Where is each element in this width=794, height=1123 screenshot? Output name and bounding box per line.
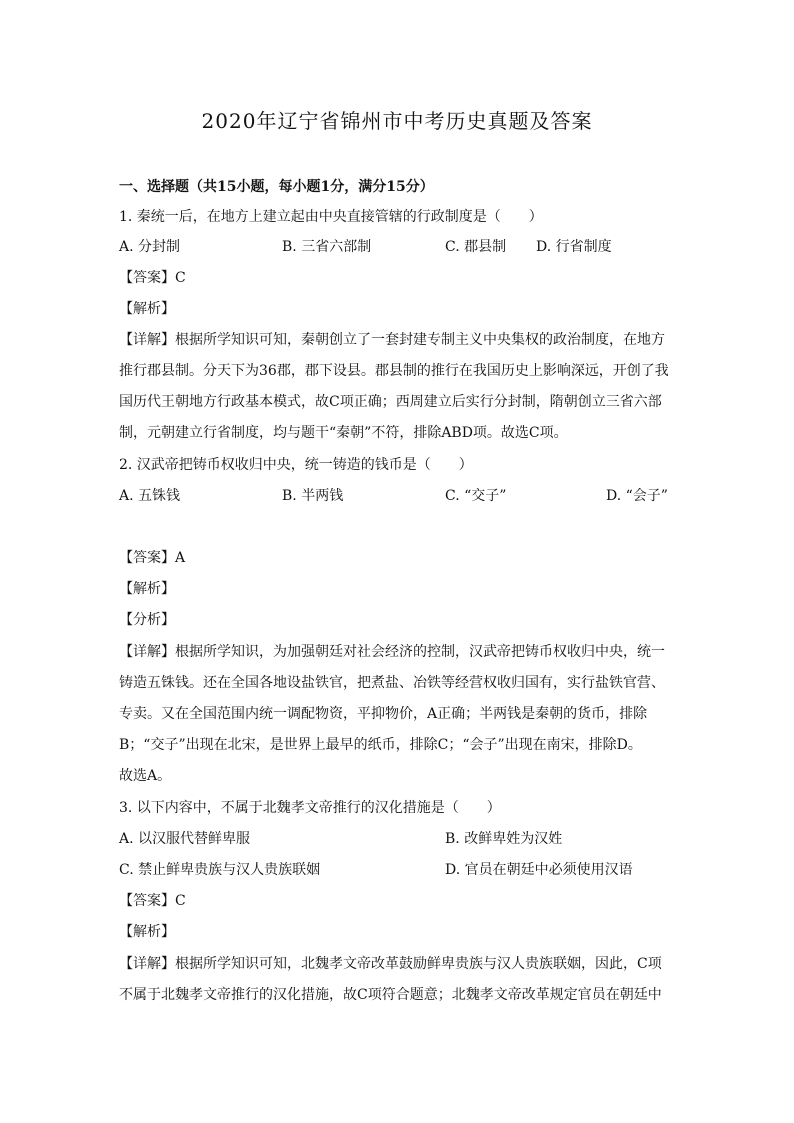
section-heading: 一、选择题（共15小题，每小题1分，满分15分） (119, 179, 434, 195)
q2-option-c: C. “交子” (445, 488, 507, 504)
page-title: 2020年辽宁省锦州市中考历史真题及答案 (201, 109, 593, 133)
q3-option-d: D. 官员在朝廷中必须使用汉语 (445, 862, 633, 878)
q1-option-a: A. 分封制 (119, 239, 181, 255)
q2-option-b: B. 半两钱 (282, 488, 344, 504)
q1-detail-line: 【详解】根据所学知识可知，秦朝创立了一套封建专制主义中央集权的政治制度，在地方 (119, 332, 665, 348)
q2-detail-line: B；“交子”出现在北宋，是世界上最早的纸币，排除C；“会子”出现在南宋，排除D。 (119, 737, 642, 753)
question-2-stem: 2. 汉武帝把铸币权收归中央，统一铸造的钱币是（ ） (119, 457, 473, 473)
q1-option-c: C. 郡县制 (445, 239, 507, 255)
q1-detail-line: 推行郡县制。分天下为36郡，郡下设县。郡县制的推行在我国历史上影响深远，开创了我 (119, 363, 669, 379)
q3-option-b: B. 改鲜卑姓为汉姓 (445, 831, 563, 847)
question-1-stem: 1. 秦统一后，在地方上建立起由中央直接管辖的行政制度是（ ） (119, 209, 543, 225)
q1-option-b: B. 三省六部制 (282, 239, 372, 255)
q2-detail-line: 故选A。 (119, 768, 172, 784)
q1-analysis-label: 【解析】 (119, 301, 175, 317)
q2-detail-line: 铸造五铢钱。还在全国各地设盐铁官，把煮盐、冶铁等经营权收归国有，实行盐铁官营、 (119, 675, 665, 691)
q2-answer: 【答案】A (119, 550, 186, 566)
q2-analysis-label: 【解析】 (119, 581, 175, 597)
q3-detail-line: 不属于北魏孝文帝推行的汉化措施，故C项符合题意；北魏孝文帝改革规定官员在朝廷中 (119, 987, 662, 1003)
q2-detail-line: 【详解】根据所学知识，为加强朝廷对社会经济的控制，汉武帝把铸币权收归中央，统一 (119, 644, 665, 660)
question-3-stem: 3. 以下内容中，不属于北魏孝文帝推行的汉化措施是（ ） (119, 800, 501, 816)
q2-option-d: D. “会子” (606, 488, 668, 504)
q1-answer: 【答案】C (119, 270, 186, 286)
q1-option-d: D. 行省制度 (536, 239, 612, 255)
q3-analysis-label: 【解析】 (119, 924, 175, 940)
q3-detail-line: 【详解】根据所学知识可知，北魏孝文帝改革鼓励鲜卑贵族与汉人贵族联姻，因此，C项 (119, 956, 662, 972)
q1-detail-line: 制，元朝建立行省制度，均与题干“秦朝”不符，排除ABD项。故选C项。 (119, 425, 568, 441)
q3-answer: 【答案】C (119, 893, 186, 909)
q2-detail-line: 专卖。又在全国范围内统一调配物资，平抑物价，A正确；半两钱是秦朝的货币，排除 (119, 706, 648, 722)
q1-detail-line: 国历代王朝地方行政基本模式，故C项正确；西周建立后实行分封制，隋朝创立三省六部 (119, 394, 662, 410)
q2-option-a: A. 五铢钱 (119, 488, 181, 504)
q2-fenxi-label: 【分析】 (119, 612, 175, 628)
q3-option-a: A. 以汉服代替鲜卑服 (119, 831, 251, 847)
q3-option-c: C. 禁止鲜卑贵族与汉人贵族联姻 (119, 862, 321, 878)
